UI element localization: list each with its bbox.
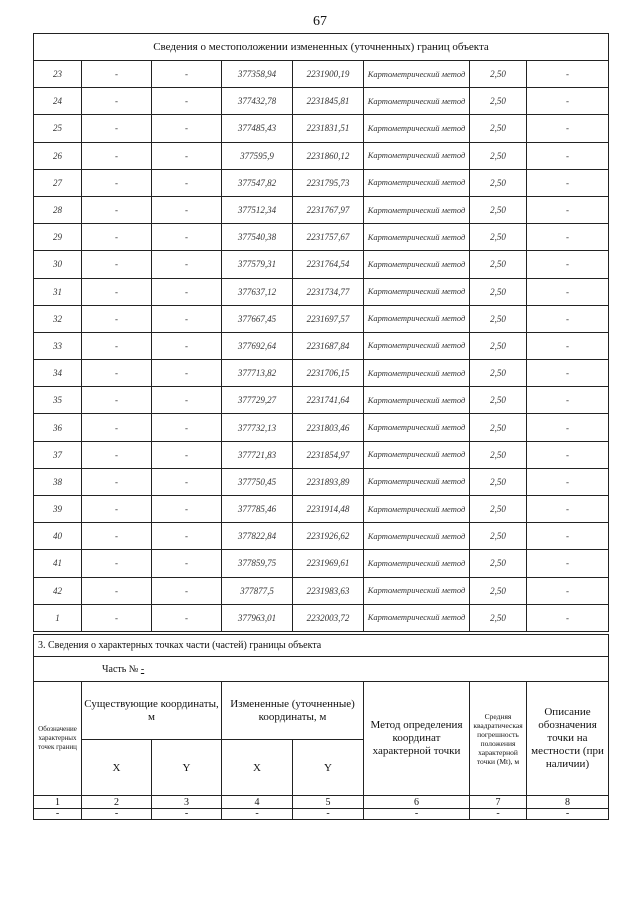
- point-number-cell: 31: [34, 278, 82, 305]
- y-changed-cell: 2231914,48: [293, 496, 364, 523]
- header-mean-error: Средняя квадратическая погрешность положения характерной точки (Mt), м: [470, 682, 527, 796]
- table-row: [34, 414, 609, 441]
- y-existing-cell: -: [152, 332, 222, 359]
- method-cell: Картометрический метод: [364, 224, 470, 251]
- y-changed-cell: 2231764,54: [293, 251, 364, 278]
- table-row: [34, 387, 609, 414]
- point-number-cell: 40: [34, 523, 82, 550]
- method-cell: Картометрический метод: [364, 278, 470, 305]
- point-number-cell: 42: [34, 577, 82, 604]
- x-existing-cell: -: [82, 523, 152, 550]
- column-number: 5: [293, 796, 364, 809]
- table-row: [34, 577, 609, 604]
- header-method: Метод определения координат характерной точки: [364, 682, 470, 796]
- x-changed-cell: 377547,82: [222, 169, 293, 196]
- mean-error-cell: 2,50: [470, 115, 527, 142]
- method-cell: Картометрический метод: [364, 441, 470, 468]
- table-row: [34, 496, 609, 523]
- x-existing-cell: -: [82, 468, 152, 495]
- y-changed-cell: 2231926,62: [293, 523, 364, 550]
- part-value: -: [140, 663, 145, 675]
- y-existing-cell: -: [152, 88, 222, 115]
- y-existing-cell: -: [152, 604, 222, 631]
- y-changed-cell: 2231706,15: [293, 360, 364, 387]
- header-description: Описание обозначения точки на местности (при наличии): [527, 682, 609, 796]
- x-existing-cell: -: [82, 224, 152, 251]
- empty-cell: -: [364, 809, 470, 820]
- table-row: [34, 115, 609, 142]
- empty-cell: -: [527, 809, 609, 820]
- description-cell: -: [527, 88, 609, 115]
- x-existing-cell: -: [82, 414, 152, 441]
- method-cell: Картометрический метод: [364, 496, 470, 523]
- table-row: [34, 523, 609, 550]
- x-changed-cell: 377637,12: [222, 278, 293, 305]
- description-cell: -: [527, 360, 609, 387]
- y-existing-cell: -: [152, 441, 222, 468]
- y-existing-cell: -: [152, 550, 222, 577]
- table-row: [34, 196, 609, 223]
- point-number-cell: 36: [34, 414, 82, 441]
- description-cell: -: [527, 550, 609, 577]
- x-changed-cell: 377432,78: [222, 88, 293, 115]
- point-number-cell: 33: [34, 332, 82, 359]
- table-row: [34, 224, 609, 251]
- point-number-cell: 24: [34, 88, 82, 115]
- point-number-cell: 30: [34, 251, 82, 278]
- x-changed-cell: 377963,01: [222, 604, 293, 631]
- x-changed-cell: 377512,34: [222, 196, 293, 223]
- x-existing-cell: -: [82, 577, 152, 604]
- mean-error-cell: 2,50: [470, 360, 527, 387]
- x-changed-cell: 377859,75: [222, 550, 293, 577]
- point-number-cell: 26: [34, 142, 82, 169]
- header-y-existing: Y: [152, 740, 222, 796]
- part-number: [34, 657, 609, 682]
- empty-cell: -: [470, 809, 527, 820]
- method-cell: Картометрический метод: [364, 387, 470, 414]
- column-number: 6: [364, 796, 470, 809]
- x-changed-cell: 377822,84: [222, 523, 293, 550]
- point-number-cell: 23: [34, 61, 82, 88]
- x-changed-cell: 377713,82: [222, 360, 293, 387]
- x-existing-cell: -: [82, 550, 152, 577]
- section3-title: 3. Сведения о характерных точках части (частей) границы объекта: [34, 635, 609, 657]
- header-x-existing: X: [82, 740, 152, 796]
- x-existing-cell: -: [82, 169, 152, 196]
- mean-error-cell: 2,50: [470, 305, 527, 332]
- y-changed-cell: 2231687,84: [293, 332, 364, 359]
- x-existing-cell: -: [82, 496, 152, 523]
- table-row: [34, 468, 609, 495]
- y-changed-cell: 2231900,19: [293, 61, 364, 88]
- description-cell: -: [527, 387, 609, 414]
- column-number: 2: [82, 796, 152, 809]
- table-row: [34, 360, 609, 387]
- method-cell: Картометрический метод: [364, 604, 470, 631]
- description-cell: -: [527, 115, 609, 142]
- x-existing-cell: -: [82, 115, 152, 142]
- column-number: 1: [34, 796, 82, 809]
- mean-error-cell: 2,50: [470, 414, 527, 441]
- y-existing-cell: -: [152, 577, 222, 604]
- x-changed-cell: 377595,9: [222, 142, 293, 169]
- method-cell: Картометрический метод: [364, 305, 470, 332]
- mean-error-cell: 2,50: [470, 468, 527, 495]
- mean-error-cell: 2,50: [470, 278, 527, 305]
- description-cell: -: [527, 169, 609, 196]
- y-changed-cell: 2231969,61: [293, 550, 364, 577]
- method-cell: Картометрический метод: [364, 523, 470, 550]
- x-changed-cell: 377692,64: [222, 332, 293, 359]
- header-point-designation: Обозначение характерных точек границ: [34, 682, 82, 796]
- mean-error-cell: 2,50: [470, 550, 527, 577]
- x-existing-cell: -: [82, 142, 152, 169]
- x-existing-cell: -: [82, 196, 152, 223]
- header-existing-coords: Существующие координаты, м: [82, 682, 222, 740]
- empty-cell: -: [34, 809, 82, 820]
- method-cell: Картометрический метод: [364, 332, 470, 359]
- y-existing-cell: -: [152, 360, 222, 387]
- description-cell: -: [527, 61, 609, 88]
- y-existing-cell: -: [152, 278, 222, 305]
- x-changed-cell: 377729,27: [222, 387, 293, 414]
- y-changed-cell: 2231854,97: [293, 441, 364, 468]
- y-existing-cell: -: [152, 305, 222, 332]
- y-existing-cell: -: [152, 387, 222, 414]
- table-row: [34, 604, 609, 631]
- y-changed-cell: 2231757,67: [293, 224, 364, 251]
- x-existing-cell: -: [82, 88, 152, 115]
- empty-cell: -: [293, 809, 364, 820]
- method-cell: Картометрический метод: [364, 169, 470, 196]
- x-changed-cell: 377750,45: [222, 468, 293, 495]
- description-cell: -: [527, 523, 609, 550]
- method-cell: Картометрический метод: [364, 88, 470, 115]
- description-cell: -: [527, 604, 609, 631]
- table-row: [34, 550, 609, 577]
- x-changed-cell: 377732,13: [222, 414, 293, 441]
- description-cell: -: [527, 142, 609, 169]
- table-row: [34, 332, 609, 359]
- header-x-changed: X: [222, 740, 293, 796]
- part-points-table: [33, 634, 609, 820]
- description-cell: -: [527, 251, 609, 278]
- method-cell: Картометрический метод: [364, 577, 470, 604]
- column-number: 3: [152, 796, 222, 809]
- y-existing-cell: -: [152, 523, 222, 550]
- y-changed-cell: 2231803,46: [293, 414, 364, 441]
- section-title: Сведения о местоположении измененных (уточненных) границ объекта: [34, 34, 609, 61]
- point-number-cell: 35: [34, 387, 82, 414]
- description-cell: -: [527, 414, 609, 441]
- x-changed-cell: 377785,46: [222, 496, 293, 523]
- table-row: [34, 61, 609, 88]
- table-row: [34, 251, 609, 278]
- column-number: 8: [527, 796, 609, 809]
- x-existing-cell: -: [82, 332, 152, 359]
- mean-error-cell: 2,50: [470, 523, 527, 550]
- empty-cell: -: [152, 809, 222, 820]
- part-label: Часть №: [102, 663, 139, 675]
- x-existing-cell: -: [82, 251, 152, 278]
- y-changed-cell: 2232003,72: [293, 604, 364, 631]
- y-changed-cell: 2231983,63: [293, 577, 364, 604]
- header-y-changed: Y: [293, 740, 364, 796]
- y-existing-cell: -: [152, 61, 222, 88]
- mean-error-cell: 2,50: [470, 61, 527, 88]
- description-cell: -: [527, 468, 609, 495]
- table-row: [34, 88, 609, 115]
- table-row: [34, 305, 609, 332]
- description-cell: -: [527, 577, 609, 604]
- y-existing-cell: -: [152, 251, 222, 278]
- method-cell: Картометрический метод: [364, 550, 470, 577]
- x-existing-cell: -: [82, 441, 152, 468]
- empty-cell: -: [222, 809, 293, 820]
- method-cell: Картометрический метод: [364, 468, 470, 495]
- mean-error-cell: 2,50: [470, 387, 527, 414]
- column-number: 7: [470, 796, 527, 809]
- point-number-cell: 32: [34, 305, 82, 332]
- x-changed-cell: 377540,38: [222, 224, 293, 251]
- mean-error-cell: 2,50: [470, 441, 527, 468]
- mean-error-cell: 2,50: [470, 142, 527, 169]
- y-changed-cell: 2231831,51: [293, 115, 364, 142]
- x-changed-cell: 377721,83: [222, 441, 293, 468]
- description-cell: -: [527, 278, 609, 305]
- page-number: 67: [313, 14, 327, 29]
- point-number-cell: 34: [34, 360, 82, 387]
- y-changed-cell: 2231795,73: [293, 169, 364, 196]
- y-changed-cell: 2231860,12: [293, 142, 364, 169]
- y-existing-cell: -: [152, 169, 222, 196]
- y-changed-cell: 2231734,77: [293, 278, 364, 305]
- point-number-cell: 38: [34, 468, 82, 495]
- table-row: [34, 142, 609, 169]
- mean-error-cell: 2,50: [470, 604, 527, 631]
- y-changed-cell: 2231893,89: [293, 468, 364, 495]
- description-cell: -: [527, 332, 609, 359]
- method-cell: Картометрический метод: [364, 115, 470, 142]
- point-number-cell: 28: [34, 196, 82, 223]
- method-cell: Картометрический метод: [364, 196, 470, 223]
- x-existing-cell: -: [82, 278, 152, 305]
- mean-error-cell: 2,50: [470, 224, 527, 251]
- boundary-table: [33, 33, 609, 632]
- mean-error-cell: 2,50: [470, 251, 527, 278]
- description-cell: -: [527, 305, 609, 332]
- point-number-cell: 1: [34, 604, 82, 631]
- y-existing-cell: -: [152, 496, 222, 523]
- point-number-cell: 27: [34, 169, 82, 196]
- description-cell: -: [527, 496, 609, 523]
- mean-error-cell: 2,50: [470, 196, 527, 223]
- x-existing-cell: -: [82, 387, 152, 414]
- y-existing-cell: -: [152, 414, 222, 441]
- x-existing-cell: -: [82, 604, 152, 631]
- mean-error-cell: 2,50: [470, 88, 527, 115]
- table-row: [34, 278, 609, 305]
- x-existing-cell: -: [82, 61, 152, 88]
- description-cell: -: [527, 441, 609, 468]
- y-existing-cell: -: [152, 196, 222, 223]
- y-changed-cell: 2231767,97: [293, 196, 364, 223]
- header-changed-coords: Измененные (уточненные) координаты, м: [222, 682, 364, 740]
- column-number: 4: [222, 796, 293, 809]
- method-cell: Картометрический метод: [364, 251, 470, 278]
- x-existing-cell: -: [82, 360, 152, 387]
- point-number-cell: 25: [34, 115, 82, 142]
- point-number-cell: 37: [34, 441, 82, 468]
- mean-error-cell: 2,50: [470, 577, 527, 604]
- table-row: [34, 441, 609, 468]
- point-number-cell: 29: [34, 224, 82, 251]
- method-cell: Картометрический метод: [364, 414, 470, 441]
- x-changed-cell: 377485,43: [222, 115, 293, 142]
- x-changed-cell: 377877,5: [222, 577, 293, 604]
- y-existing-cell: -: [152, 142, 222, 169]
- method-cell: Картометрический метод: [364, 142, 470, 169]
- y-changed-cell: 2231845,81: [293, 88, 364, 115]
- y-existing-cell: -: [152, 115, 222, 142]
- x-changed-cell: 377667,45: [222, 305, 293, 332]
- mean-error-cell: 2,50: [470, 496, 527, 523]
- y-changed-cell: 2231697,57: [293, 305, 364, 332]
- mean-error-cell: 2,50: [470, 169, 527, 196]
- description-cell: -: [527, 224, 609, 251]
- mean-error-cell: 2,50: [470, 332, 527, 359]
- x-existing-cell: -: [82, 305, 152, 332]
- point-number-cell: 41: [34, 550, 82, 577]
- x-changed-cell: 377358,94: [222, 61, 293, 88]
- method-cell: Картометрический метод: [364, 61, 470, 88]
- empty-cell: -: [82, 809, 152, 820]
- y-existing-cell: -: [152, 468, 222, 495]
- y-existing-cell: -: [152, 224, 222, 251]
- method-cell: Картометрический метод: [364, 360, 470, 387]
- y-changed-cell: 2231741,64: [293, 387, 364, 414]
- table-row: [34, 169, 609, 196]
- point-number-cell: 39: [34, 496, 82, 523]
- description-cell: -: [527, 196, 609, 223]
- x-changed-cell: 377579,31: [222, 251, 293, 278]
